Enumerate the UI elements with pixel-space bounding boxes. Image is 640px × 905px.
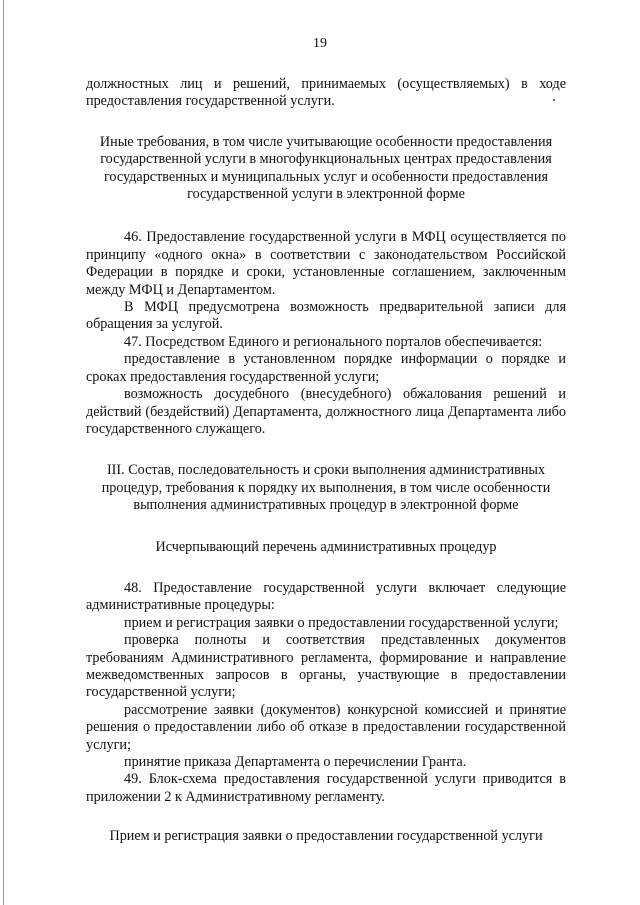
paragraph-46: 46. Предоставление государственной услуги в МФЦ осуществляется по принципу «одного окна» в соответствии с законодательством Российской Федерации в порядке и сроки, установленные соглашением, заключенным между МФЦ и Департаментом. xyxy=(86,229,566,298)
paragraph-48-verification: проверка полноты и соответствия представленных документов требованиям Административного регламента, формирование и направление межведомственных запросов в органы, участвующие в предоставлении государственной услуги; xyxy=(86,632,566,701)
subsection-heading-reception: Прием и регистрация заявки о предоставлении государственной услуги xyxy=(109,828,543,845)
document-body xyxy=(86,76,566,846)
paragraph-46-appointment: В МФЦ предусмотрена возможность предварительной записи для обращения за услугой. xyxy=(86,299,566,333)
subsection-heading-procedures-list: Исчерпывающий перечень административных процедур xyxy=(155,538,497,555)
paragraph-48-order: принятие приказа Департамента о перечислении Гранта. xyxy=(124,754,467,770)
paragraph-48: 48. Предоставление государственной услуги включает следующие административные процедуры: xyxy=(86,579,566,614)
section-heading-other-requirements: Иные требования, в том числе учитывающие особенности предоставления государственной услуги в многофункциональных центрах предоставления государственных и муниципальных услуг и особенности предоставления государственной услуги в электронной форме xyxy=(99,133,553,203)
section-heading-iii: III. Состав, последовательность и сроки выполнения административных процедур, требования к порядку их выполнения, в том числе особенности выполнения административных процедур в электронной форме xyxy=(101,462,551,514)
paragraph-48-review: рассмотрение заявки (документов) конкурсной комиссией и принятие решения о предоставлении либо об отказе в предоставлении государственной услуги; xyxy=(86,701,566,753)
paragraph-48-reception: прием и регистрация заявки о предоставлении государственной услуги; xyxy=(124,614,559,631)
paragraph-47: 47. Посредством Единого и регионального порталов обеспечивается: xyxy=(124,333,543,350)
scan-edge-line xyxy=(3,0,4,905)
paragraph-49: 49. Блок-схема предоставления государственной услуги приводится в приложении 2 к Административному регламенту. xyxy=(86,771,566,805)
page-number: 19 xyxy=(313,36,327,51)
paragraph-continuation: должностных лиц и решений, принимаемых (осуществляемых) в ходе предоставления государственной услуги. xyxy=(86,76,566,110)
paragraph-47-appeal: возможность досудебного (внесудебного) обжалования решений и действий (бездействий) Департамента, должностного лица Департамента либо государственного служащего. xyxy=(86,386,566,437)
paragraph-47-info: предоставление в установленном порядке информации о порядке и сроках предоставления государственной услуги; xyxy=(86,351,566,385)
